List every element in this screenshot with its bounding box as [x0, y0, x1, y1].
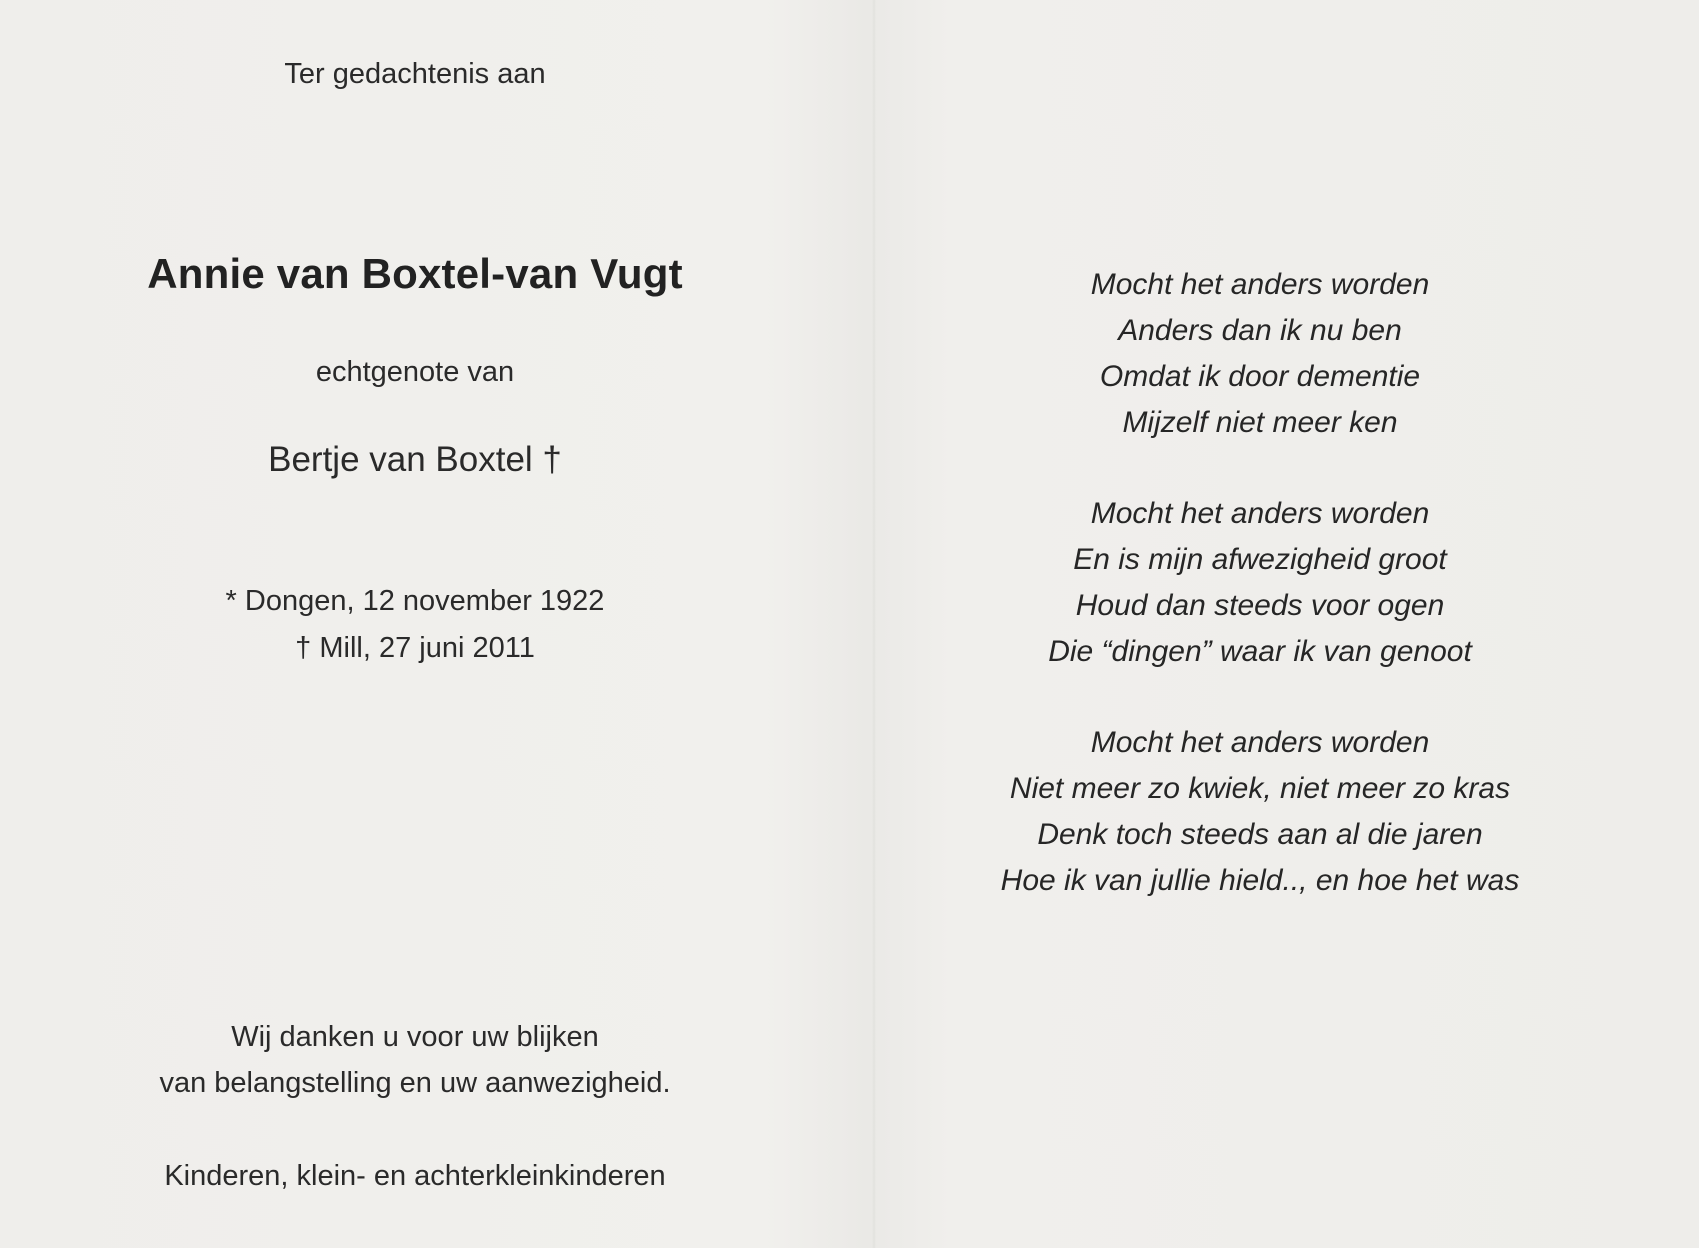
birth-info: * Dongen, 12 november 1922 [225, 585, 605, 617]
poem-stanza [880, 491, 1640, 675]
poem-line: Die “dingen” waar ik van genoot [1048, 635, 1472, 668]
poem-line: Mocht het anders worden [1090, 726, 1430, 759]
deceased-name: Annie van Boxtel-van Vugt [147, 250, 683, 297]
death-info: † Mill, 27 juni 2011 [295, 632, 535, 664]
poem-line: Mocht het anders worden [1090, 268, 1430, 301]
right-panel-poem [880, 0, 1640, 1248]
thanks-line-1: Wij danken u voor uw blijken [231, 1021, 599, 1053]
poem-line: Hoe ik van jullie hield.., en hoe het was [1000, 864, 1520, 897]
poem-line: Omdat ik door dementie [1099, 360, 1421, 393]
signature-family: Kinderen, klein- en achterkleinkinderen [164, 1160, 666, 1192]
spouse-label: echtgenote van [315, 356, 515, 388]
poem-stanza [880, 720, 1640, 904]
poem-line: Mijzelf niet meer ken [1122, 406, 1398, 439]
poem-line: Denk toch steeds aan al die jaren [1037, 818, 1483, 851]
poem-line: Mocht het anders worden [1090, 497, 1430, 530]
intro-text: Ter gedachtenis aan [284, 58, 546, 90]
card-fold [872, 0, 876, 1248]
poem-stanza [880, 262, 1640, 446]
poem-line: Niet meer zo kwiek, niet meer zo kras [1009, 772, 1511, 805]
poem-line: Houd dan steeds voor ogen [1075, 589, 1445, 622]
left-panel [0, 0, 830, 1248]
thanks-line-2: van belangstelling en uw aanwezigheid. [159, 1067, 671, 1099]
poem-line: En is mijn afwezigheid groot [1073, 543, 1447, 576]
spouse-name: Bertje van Boxtel † [268, 440, 562, 479]
poem-line: Anders dan ik nu ben [1118, 314, 1402, 347]
